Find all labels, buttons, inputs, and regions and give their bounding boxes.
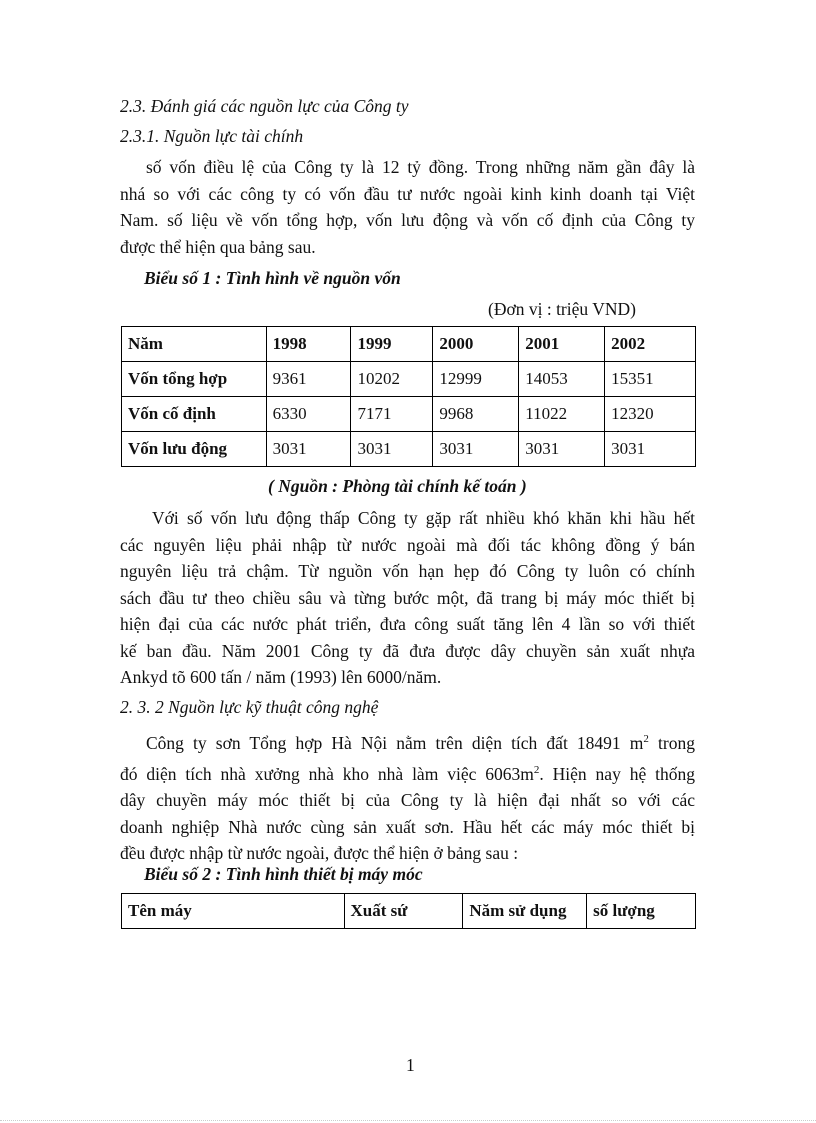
table-header-cell: 2000 — [433, 327, 519, 362]
paragraph-text: . Hiện nay hệ thống — [539, 763, 695, 784]
table-header-row — [122, 327, 696, 362]
section-2-3-title: 2.3. Đánh giá các nguồn lực của Công ty — [120, 96, 409, 116]
table1-source: ( Nguồn : Phòng tài chính kế toán ) — [268, 476, 527, 496]
paragraph-line: kế ban đầu. Năm 2001 Công ty đã đưa được dây chuyền sản xuất nhựa — [120, 640, 695, 661]
table-row — [122, 432, 696, 467]
paragraph-line: nhá so với các công ty có vốn đầu tư nước ngoài kinh kinh doanh tại Việt — [120, 183, 695, 204]
paragraph-text: trong — [648, 733, 695, 753]
paragraph-line: số vốn điều lệ của Công ty là 12 tỷ đồng. Trong những năm gần đây là — [146, 157, 695, 177]
table-header-cell: 2001 — [519, 327, 605, 362]
capital-table — [121, 326, 696, 467]
page-number: 1 — [406, 1055, 415, 1075]
paragraph-line: dây chuyền máy móc thiết bị của Công ty là hiện đại nhất so với các — [120, 790, 695, 810]
section-2-3-1-title: 2.3.1. Nguồn lực tài chính — [120, 126, 304, 146]
table-header-cell: 1999 — [351, 327, 433, 362]
table-cell: 3031 — [433, 432, 519, 467]
paragraph-line: Nam. số liệu về vốn tổng hợp, vốn lưu động và vốn cố định của Công ty — [120, 210, 695, 230]
table2-caption: Biểu số 2 : Tình hình thiết bị máy móc — [144, 864, 423, 884]
table-cell: 3031 — [266, 432, 351, 467]
paragraph-line: hiện đại của các nước phát triển, đưa công suất tăng lên 4 lần so với thiết — [120, 614, 695, 634]
table-header-row — [122, 894, 696, 929]
paragraph-technology — [120, 726, 695, 867]
table-cell: 11022 — [519, 397, 605, 432]
paragraph-line: Ankyd tõ 600 tấn / năm (1993) lên 6000/năm. — [120, 667, 442, 687]
paragraph-line — [120, 726, 695, 757]
paragraph-line: đều được nhập từ nước ngoài, được thể hiện ở bảng sau : — [120, 843, 519, 863]
table-row — [122, 362, 696, 397]
table-cell: 3031 — [605, 432, 696, 467]
table-row — [122, 397, 696, 432]
table-row-label: Vốn cố định — [122, 397, 267, 432]
table-cell: 9361 — [266, 362, 351, 397]
table-cell: 14053 — [519, 362, 605, 397]
paragraph-working-capital — [120, 505, 695, 691]
table-cell: 6330 — [266, 397, 351, 432]
table-row-label: Vốn lưu động — [122, 432, 267, 467]
table-cell: 3031 — [519, 432, 605, 467]
paragraph-capital — [120, 154, 695, 260]
paragraph-text: Công ty sơn Tổng hợp Hà Nội nằm trên diện tích đất 18491 m — [146, 733, 644, 753]
table-cell: 10202 — [351, 362, 433, 397]
paragraph-line: Với số vốn lưu động thấp Công ty gặp rất nhiều khó khăn khi hầu hết — [152, 508, 695, 528]
paragraph-line — [120, 757, 695, 788]
paragraph-line: sách đầu tư theo chiều sâu và từng bước một, đã trang bị máy móc thiết bị — [120, 587, 695, 608]
table-header-cell: Năm — [122, 327, 267, 362]
table-cell: 9968 — [433, 397, 519, 432]
table-header-cell: Xuất sứ — [344, 894, 463, 929]
table-header-cell: 2002 — [605, 327, 696, 362]
paragraph-line: các nguyên liệu phải nhập từ nước ngoài mà đối tác không đồng ý bán — [120, 534, 695, 555]
table-cell: 3031 — [351, 432, 433, 467]
table-row-label: Vốn tổng hợp — [122, 362, 267, 397]
page-bottom-divider — [0, 1120, 816, 1121]
superscript: 2 — [533, 763, 540, 776]
table-cell: 12999 — [433, 362, 519, 397]
table-cell: 15351 — [605, 362, 696, 397]
table-header-cell: 1998 — [266, 327, 351, 362]
table-header-cell: Năm sử dụng — [463, 894, 587, 929]
paragraph-line: nguyên liệu trả chậm. Từ nguồn vốn hạn hẹp đó Công ty luôn có chính — [120, 561, 695, 581]
section-2-3-2-title: 2. 3. 2 Nguồn lực kỹ thuật công nghệ — [120, 697, 379, 717]
table1-caption: Biểu số 1 : Tình hình về nguồn vốn — [144, 268, 401, 288]
superscript: 2 — [643, 733, 649, 745]
table-header-cell: số lượng — [587, 894, 696, 929]
paragraph-line: doanh nghiệp Nhà nước cùng sản xuất sơn. Hầu hết các máy móc thiết bị — [120, 816, 695, 837]
table-cell: 12320 — [605, 397, 696, 432]
table1-unit: (Đơn vị : triệu VND) — [488, 299, 636, 319]
paragraph-line: được thể hiện qua bảng sau. — [120, 236, 316, 257]
table-cell: 7171 — [351, 397, 433, 432]
paragraph-text: đó diện tích nhà xưởng nhà kho nhà làm việc 6063m — [120, 763, 534, 784]
equipment-table — [121, 893, 696, 929]
table-header-cell: Tên máy — [122, 894, 345, 929]
